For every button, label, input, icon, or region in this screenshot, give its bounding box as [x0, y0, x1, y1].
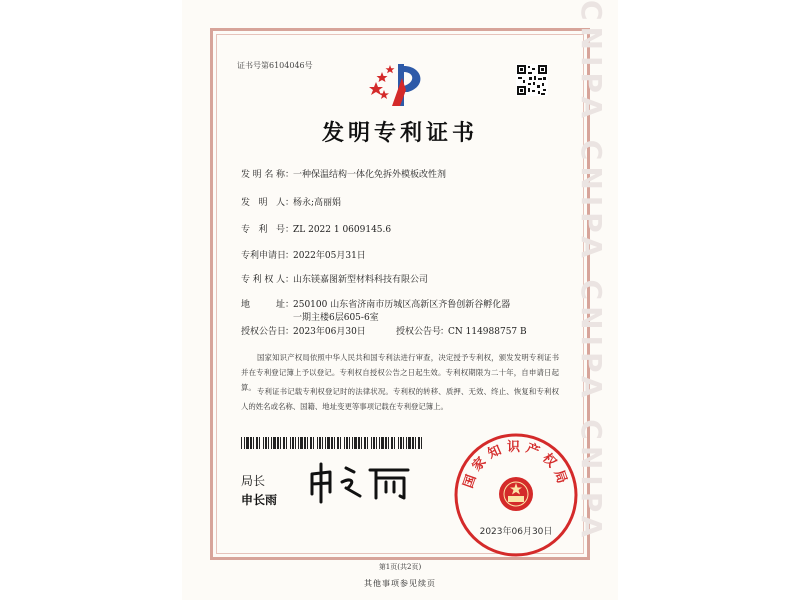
field-patentee: 专利权人：山东镁嘉图新型材料科技有限公司: [241, 272, 428, 285]
certificate-number: 证书号第6104046号: [237, 61, 313, 70]
field-inventor: 发明人：杨永;高丽娟: [241, 195, 341, 208]
field-label: 授权公告日: [241, 327, 287, 337]
field-label: 发明名称: [241, 170, 285, 180]
field-value: 一种保温结构一体化免拆外模板改性剂: [293, 170, 447, 180]
field-patent-number: 专利号：ZL 2022 1 0609145.6: [241, 222, 391, 235]
handwritten-signature: [306, 458, 416, 506]
legal-status-note: 专利证书记载专利权登记时的法律状况。专利权的转移、质押、无效、终止、恢复和专利权人的姓名或名称、国籍、地址变更等事项记载在专利登记簿上。: [241, 387, 559, 411]
field-label: 专利申请日: [241, 251, 287, 261]
cnipa-logo-icon: [368, 60, 432, 110]
field-value: 杨永;高丽娟: [293, 198, 342, 208]
field-label: 发明人: [241, 198, 285, 208]
page-number: 第1页(共2页): [378, 563, 422, 571]
field-invention-name: 发明名称：一种保温结构一体化免拆外模板改性剂: [241, 167, 446, 180]
grant-statement: 国家知识产权局依照中华人民共和国专利法进行审查，决定授予专利权，颁发发明专利证书并在专利登记簿上予以登记。专利权自授权公告之日起生效。专利权期限为二十年，自申请日起算。: [241, 353, 559, 392]
field-label: 专利号: [241, 225, 285, 235]
certificate-title: 发明专利证书: [321, 120, 478, 146]
svg-text:国家知识产权局: 国家知识产权局: [461, 440, 571, 491]
field-filing-date: 专利申请日：2022年05月31日: [241, 248, 366, 261]
field-value: CN 114988757 B: [448, 327, 527, 337]
field-value: 250100 山东省济南市历城区高新区齐鲁创新谷孵化器: [293, 300, 511, 310]
barcode-icon: [241, 437, 425, 449]
field-address: 地址：250100 山东省济南市历城区高新区齐鲁创新谷孵化器: [241, 297, 510, 310]
field-grant-date: 授权公告日：2023年06月30日: [241, 324, 366, 337]
field-value: 2023年06月30日: [293, 327, 366, 337]
footer-note: 其他事项参见续页: [364, 579, 436, 588]
field-label: 地址: [241, 300, 285, 310]
field-value: ZL 2022 1 0609145.6: [293, 225, 392, 235]
qr-code-icon: [516, 64, 548, 96]
field-address-line2: 一期主楼6层605-6室: [293, 313, 379, 323]
field-grant-number: 授权公告号：CN 114988757 B: [396, 324, 527, 337]
field-label: 授权公告号: [396, 327, 442, 337]
svg-text:2023年06月30日: 2023年06月30日: [479, 527, 553, 537]
field-label: 专利权人: [241, 275, 285, 285]
official-seal-icon: [453, 432, 579, 558]
field-value: 山东镁嘉图新型材料科技有限公司: [293, 275, 429, 285]
signatory-role: 局长: [241, 474, 266, 488]
cnipa-watermark: CNIPA CNIPA CNIPA CNIPA: [575, 0, 608, 544]
field-value: 2022年05月31日: [293, 251, 366, 261]
signatory-name: 申长雨: [241, 493, 278, 507]
